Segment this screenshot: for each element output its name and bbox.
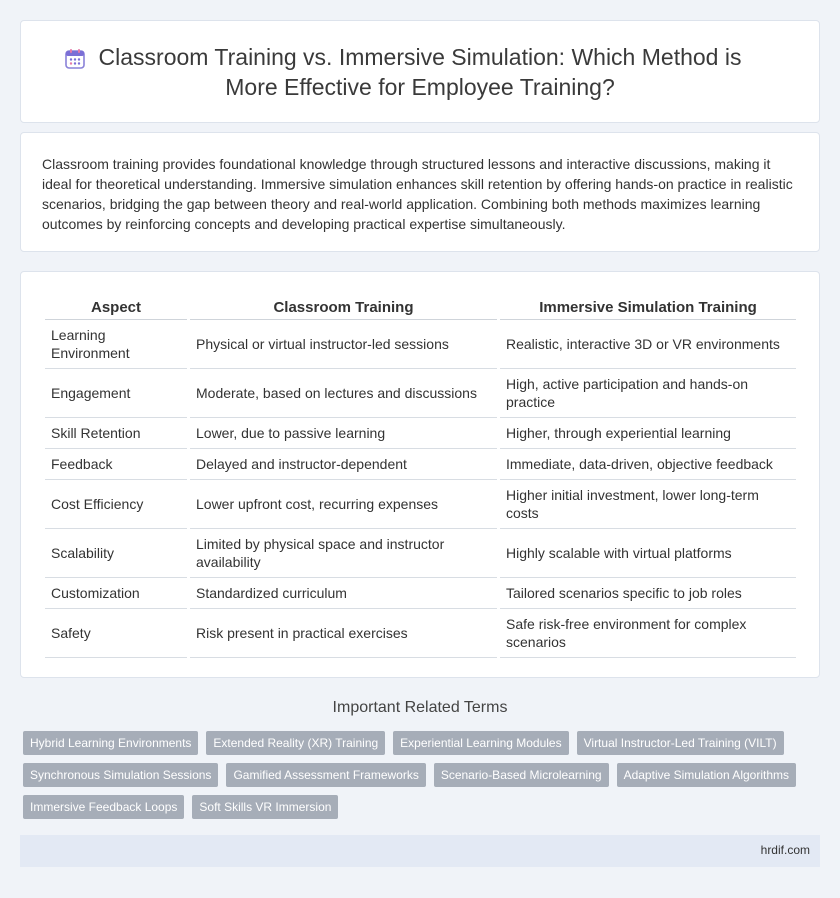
tag-link[interactable]: Gamified Assessment Frameworks (226, 763, 425, 787)
tag-link[interactable]: Immersive Feedback Loops (23, 795, 184, 819)
comparison-table (42, 296, 799, 658)
footer-site-link[interactable]: hrdif.com (760, 843, 810, 857)
tag-link[interactable]: Synchronous Simulation Sessions (23, 763, 218, 787)
intro-paragraph: Classroom training provides foundational knowledge through structured lessons and interactive discussions, making it ideal for theoretical understanding. Immersive simulation enhances skill retention by offering hands-on practice in realistic scenarios, bridging the gap between theory and real-world application. Combining both methods maximizes learning outcomes by reinforcing concepts and developing practical expertise simultaneously. (42, 156, 793, 232)
table-row (45, 418, 796, 449)
cell-classroom: Risk present in practical exercises (190, 609, 497, 658)
cell-classroom: Delayed and instructor-dependent (190, 449, 497, 480)
footer (20, 835, 820, 867)
table-row (45, 449, 796, 480)
header-card (20, 20, 820, 123)
cell-aspect: Skill Retention (45, 418, 187, 449)
cell-aspect: Safety (45, 609, 187, 658)
cell-immersive: Safe risk-free environment for complex scenarios (500, 609, 796, 658)
cell-aspect: Engagement (45, 369, 187, 418)
table-row (45, 609, 796, 658)
cell-immersive: High, active participation and hands-on practice (500, 369, 796, 418)
related-terms-title: Important Related Terms (332, 699, 508, 716)
cell-immersive: Higher initial investment, lower long-term costs (500, 480, 796, 529)
table-row (45, 529, 796, 578)
table-header-row (45, 296, 796, 320)
cell-immersive: Realistic, interactive 3D or VR environments (500, 320, 796, 369)
cell-immersive: Immediate, data-driven, objective feedback (500, 449, 796, 480)
tag-link[interactable]: Experiential Learning Modules (393, 731, 568, 755)
intro-card (20, 132, 820, 252)
page-title: Classroom Training vs. Immersive Simulation: Which Method is More Effective for Employee Training? (98, 43, 742, 100)
table-row (45, 578, 796, 609)
cell-aspect: Cost Efficiency (45, 480, 187, 529)
cell-aspect: Scalability (45, 529, 187, 578)
tag-link[interactable]: Soft Skills VR Immersion (192, 795, 338, 819)
cell-classroom: Lower upfront cost, recurring expenses (190, 480, 497, 529)
cell-classroom: Limited by physical space and instructor availability (190, 529, 497, 578)
table-row (45, 480, 796, 529)
tag-link[interactable]: Extended Reality (XR) Training (206, 731, 385, 755)
table-row (45, 320, 796, 369)
cell-immersive: Higher, through experiential learning (500, 418, 796, 449)
related-terms-tags (23, 731, 823, 819)
cell-aspect: Customization (45, 578, 187, 609)
cell-aspect: Feedback (45, 449, 187, 480)
header-immersive: Immersive Simulation Training (500, 296, 796, 320)
title-wrap (21, 21, 819, 122)
cell-classroom: Standardized curriculum (190, 578, 497, 609)
cell-classroom: Lower, due to passive learning (190, 418, 497, 449)
table-row (45, 369, 796, 418)
cell-immersive: Tailored scenarios specific to job roles (500, 578, 796, 609)
cell-classroom: Physical or virtual instructor-led sessions (190, 320, 497, 369)
header-classroom: Classroom Training (190, 296, 497, 320)
header-aspect: Aspect (45, 296, 187, 320)
tag-link[interactable]: Virtual Instructor-Led Training (VILT) (577, 731, 784, 755)
cell-aspect: Learning Environment (45, 320, 187, 369)
tag-link[interactable]: Adaptive Simulation Algorithms (617, 763, 796, 787)
tag-link[interactable]: Hybrid Learning Environments (23, 731, 198, 755)
comparison-table-card (20, 271, 820, 678)
tag-link[interactable]: Scenario-Based Microlearning (434, 763, 609, 787)
cell-immersive: Highly scalable with virtual platforms (500, 529, 796, 578)
cell-classroom: Moderate, based on lectures and discussions (190, 369, 497, 418)
